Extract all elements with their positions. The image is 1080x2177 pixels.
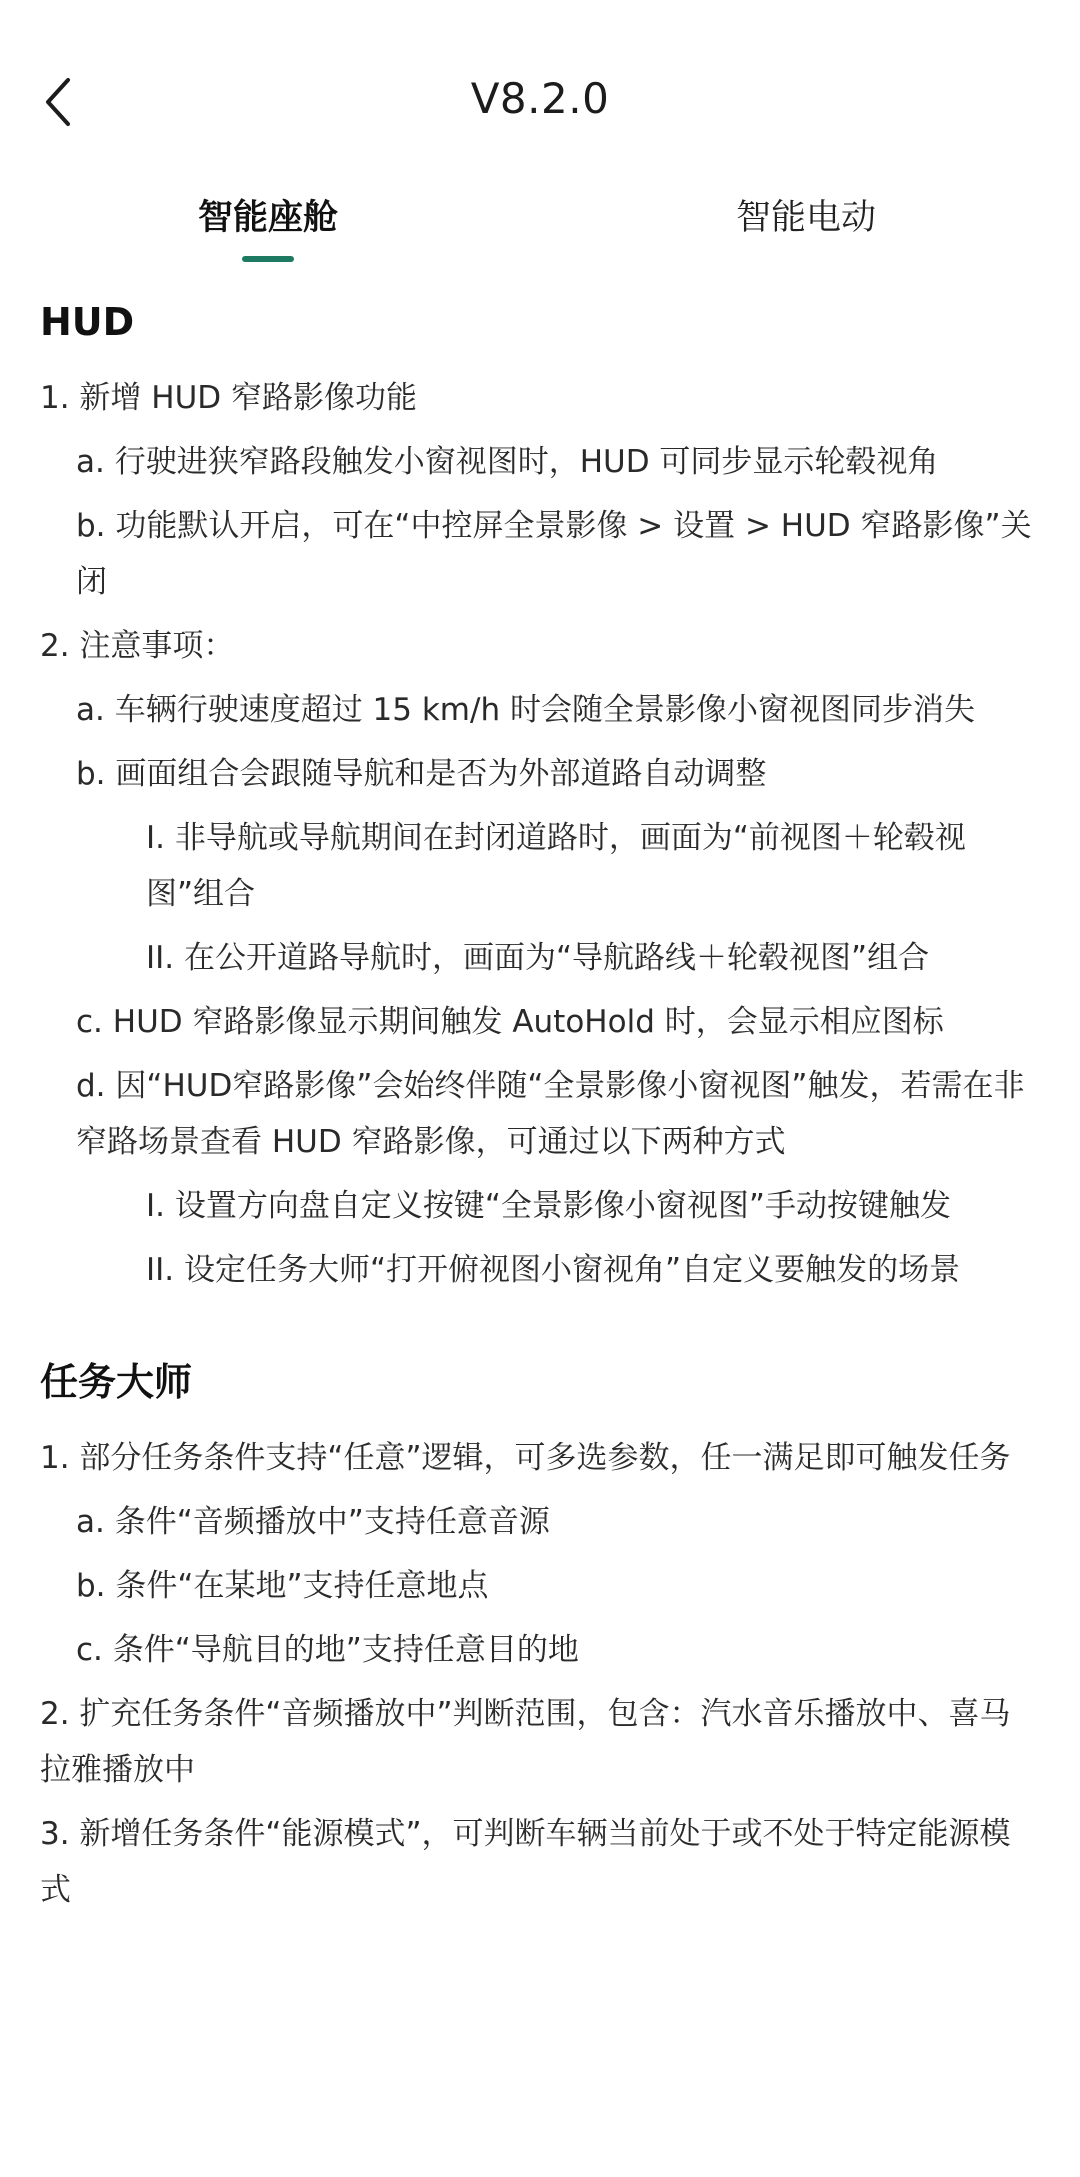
release-notes-content [40,290,1040,1926]
section-title-hud: HUD [40,300,135,344]
tab-smart-cockpit[interactable]: 智能座舱 [197,198,338,238]
section-title-task-master: 任务大师 [40,1360,193,1404]
note-line: c. HUD 窄路影像显示期间触发 AutoHold 时，会显示相应图标 [76,1004,944,1040]
note-line: I. 非导航或导航期间在封闭道路时，画面为“前视图＋轮毂视图”组合 [146,820,966,912]
note-line: 3. 新增任务条件“能源模式”，可判断车辆当前处于或不处于特定能源模式 [40,1816,1011,1908]
tab-bar [0,190,1080,270]
page-title: V8.2.0 [470,74,610,123]
note-line: 2. 扩充任务条件“音频播放中”判断范围，包含：汽水音乐播放中、喜马拉雅播放中 [40,1696,1011,1788]
note-line: c. 条件“导航目的地”支持任意目的地 [76,1632,579,1668]
note-line: II. 在公开道路导航时，画面为“导航路线＋轮毂视图”组合 [146,940,930,976]
note-line: I. 设置方向盘自定义按键“全景影像小窗视图”手动按键触发 [146,1188,951,1224]
app-header [0,0,1080,200]
note-line: a. 条件“音频播放中”支持任意音源 [76,1504,550,1540]
note-line: b. 功能默认开启，可在“中控屏全景影像 > 设置 > HUD 窄路影像”关闭 [76,508,1032,600]
note-line: a. 车辆行驶速度超过 15 km/h 时会随全景影像小窗视图同步消失 [76,692,975,728]
note-line: 2. 注意事项： [40,628,235,664]
note-line: b. 条件“在某地”支持任意地点 [76,1568,489,1604]
note-line: d. 因“HUD窄路影像”会始终伴随“全景影像小窗视图”触发，若需在非窄路场景查看 HUD 窄路影像，可通过以下两种方式 [76,1068,1025,1160]
tab-smart-electric[interactable]: 智能电动 [735,198,876,238]
note-line: 1. 部分任务条件支持“任意”逻辑，可多选参数，任一满足即可触发任务 [40,1440,1011,1476]
note-line: II. 设定任务大师“打开俯视图小窗视角”自定义要触发的场景 [146,1252,961,1288]
active-tab-indicator [242,256,294,262]
note-line: b. 画面组合会跟随导航和是否为外部道路自动调整 [76,756,767,792]
note-line: a. 行驶进狭窄路段触发小窗视图时，HUD 可同步显示轮毂视角 [76,444,939,480]
note-line: 1. 新增 HUD 窄路影像功能 [40,380,418,416]
